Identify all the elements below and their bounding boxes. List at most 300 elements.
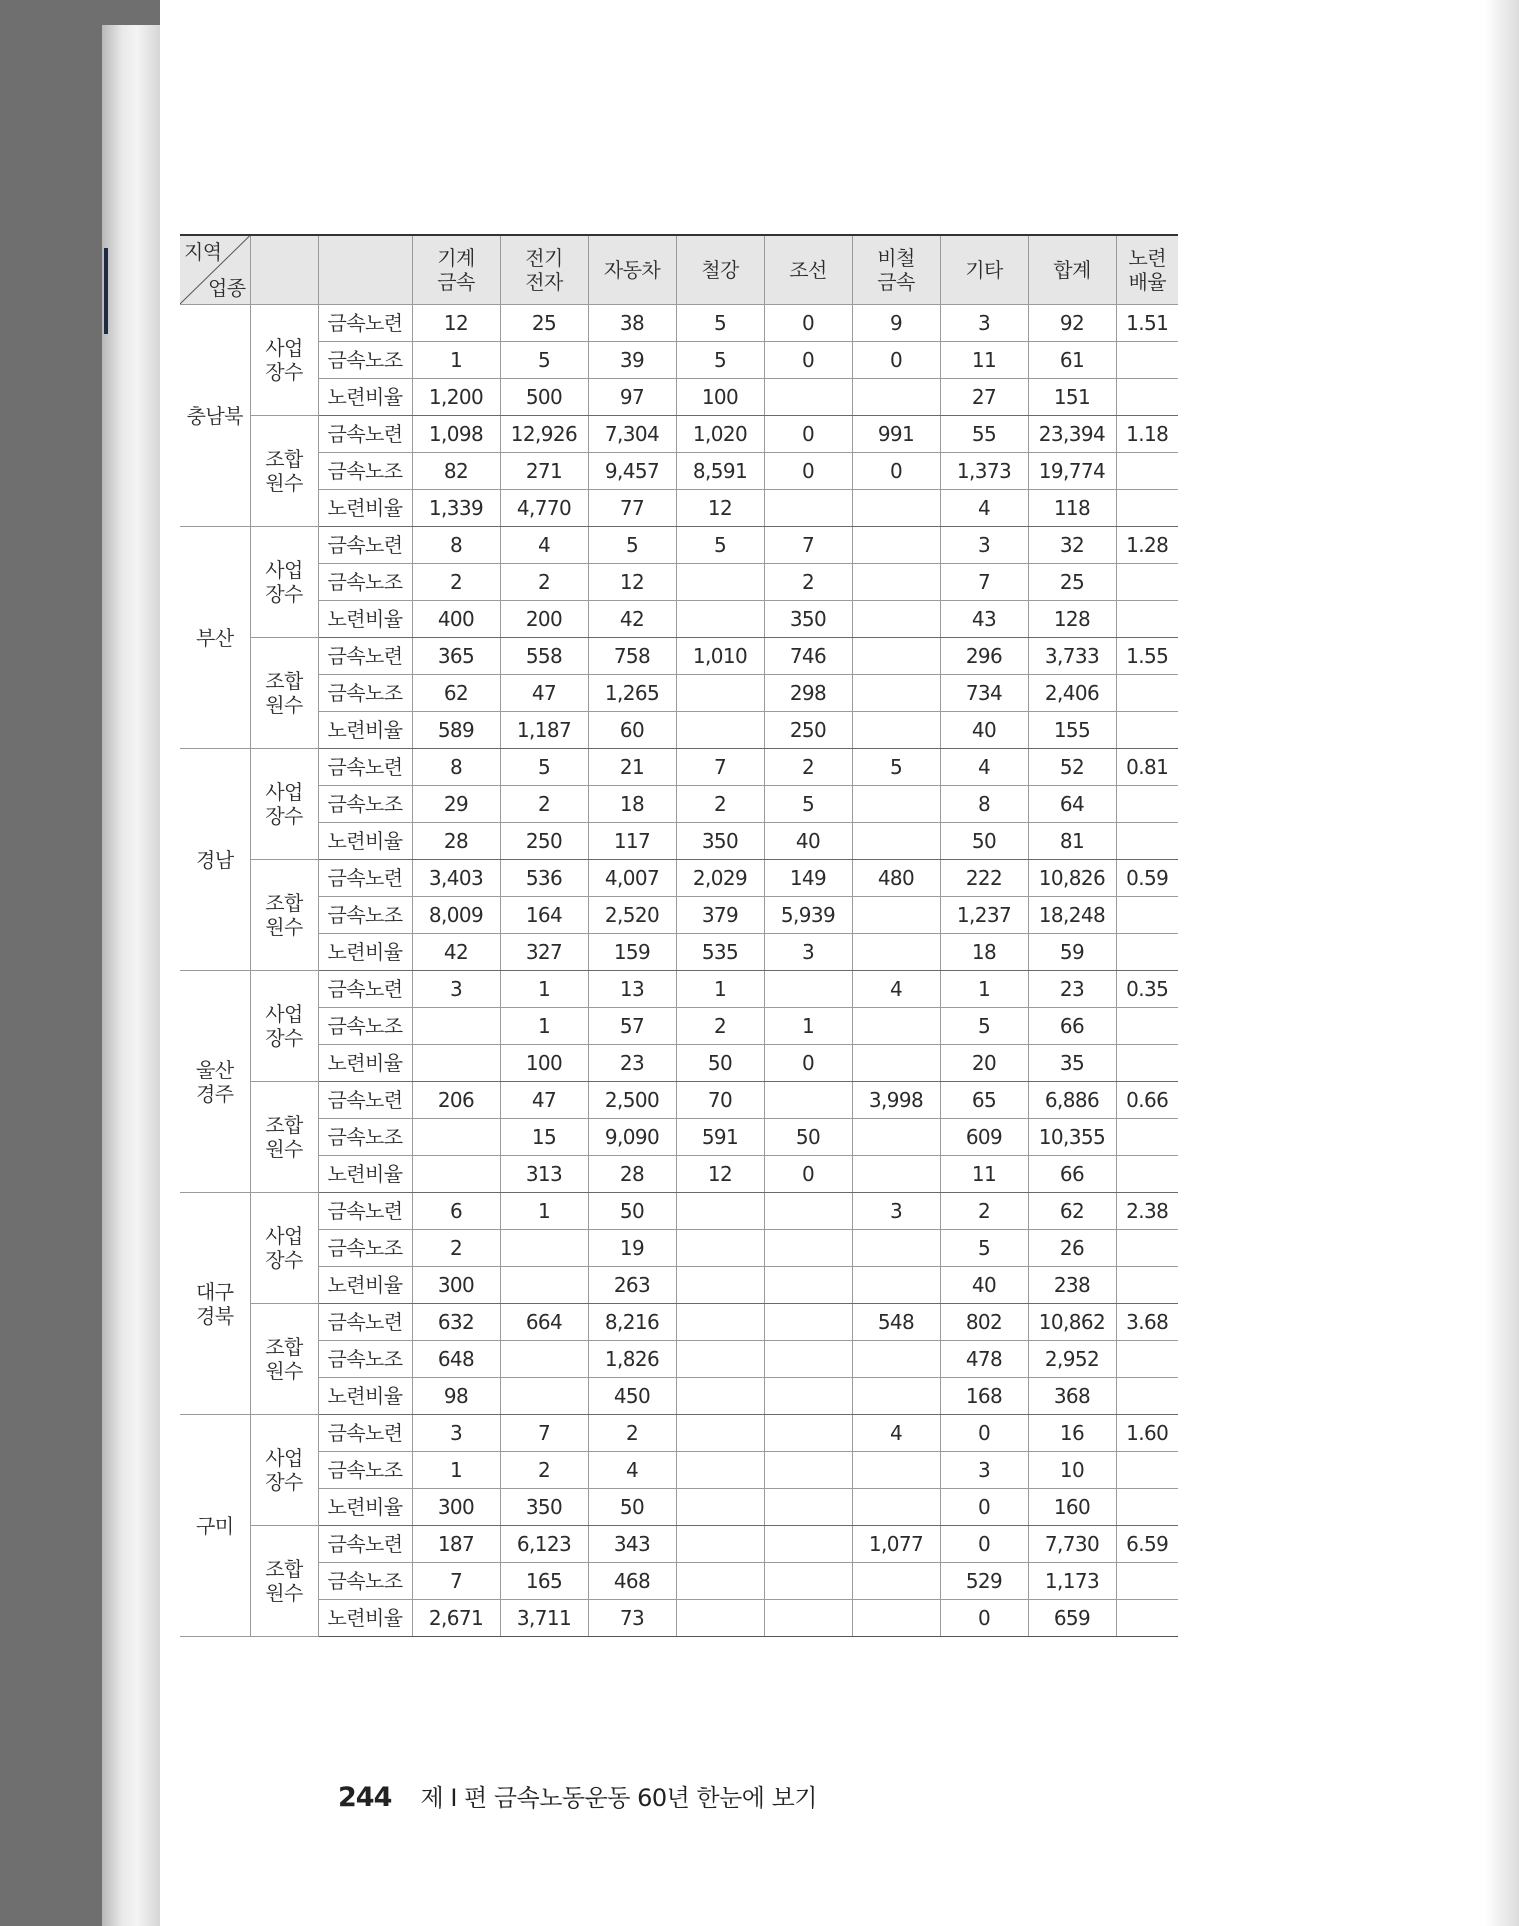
- value-cell: [852, 1230, 940, 1267]
- metric-cell: 노련비율: [318, 712, 412, 749]
- header-empty-cell: [250, 235, 318, 305]
- value-cell: 2.38: [1116, 1193, 1178, 1230]
- value-cell: 10: [1028, 1452, 1116, 1489]
- value-cell: 746: [764, 638, 852, 675]
- value-cell: 250: [500, 823, 588, 860]
- value-cell: 1.51: [1116, 305, 1178, 342]
- value-cell: 9,457: [588, 453, 676, 490]
- value-cell: [676, 1563, 764, 1600]
- value-cell: 5: [676, 527, 764, 564]
- value-cell: 2: [676, 1008, 764, 1045]
- value-cell: 164: [500, 897, 588, 934]
- value-cell: 664: [500, 1304, 588, 1341]
- value-cell: 43: [940, 601, 1028, 638]
- value-cell: 1,187: [500, 712, 588, 749]
- value-cell: 2,671: [412, 1600, 500, 1637]
- value-cell: 3,403: [412, 860, 500, 897]
- value-cell: 0: [764, 305, 852, 342]
- value-cell: 23: [1028, 971, 1116, 1008]
- value-cell: 57: [588, 1008, 676, 1045]
- column-header: 전기 전자: [500, 235, 588, 305]
- value-cell: 350: [500, 1489, 588, 1526]
- value-cell: [764, 1563, 852, 1600]
- value-cell: 222: [940, 860, 1028, 897]
- metric-cell: 노련비율: [318, 1489, 412, 1526]
- value-cell: 2: [676, 786, 764, 823]
- value-cell: 609: [940, 1119, 1028, 1156]
- value-cell: 5: [676, 305, 764, 342]
- region-cell: 충남북: [180, 305, 250, 527]
- value-cell: 263: [588, 1267, 676, 1304]
- group-cell: 조합 원수: [250, 1304, 318, 1415]
- value-cell: 66: [1028, 1156, 1116, 1193]
- value-cell: 50: [764, 1119, 852, 1156]
- value-cell: 500: [500, 379, 588, 416]
- value-cell: [676, 564, 764, 601]
- running-title: 제 I 편 금속노동운동 60년 한눈에 보기: [420, 1784, 817, 1812]
- group-cell: 사업 장수: [250, 1415, 318, 1526]
- value-cell: 1.28: [1116, 527, 1178, 564]
- value-cell: 98: [412, 1378, 500, 1415]
- value-cell: 1: [764, 1008, 852, 1045]
- value-cell: 50: [588, 1489, 676, 1526]
- value-cell: 8: [940, 786, 1028, 823]
- metric-cell: 노련비율: [318, 1045, 412, 1082]
- value-cell: [1116, 1119, 1178, 1156]
- value-cell: 3: [940, 527, 1028, 564]
- value-cell: 1,010: [676, 638, 764, 675]
- value-cell: 250: [764, 712, 852, 749]
- value-cell: 11: [940, 1156, 1028, 1193]
- value-cell: 128: [1028, 601, 1116, 638]
- value-cell: 100: [676, 379, 764, 416]
- value-cell: [676, 1267, 764, 1304]
- value-cell: 1,265: [588, 675, 676, 712]
- metric-cell: 금속노조: [318, 1341, 412, 1378]
- value-cell: 343: [588, 1526, 676, 1563]
- value-cell: 2: [940, 1193, 1028, 1230]
- value-cell: [764, 1415, 852, 1452]
- value-cell: [764, 1600, 852, 1637]
- table-row: [180, 1489, 1178, 1526]
- metric-cell: 금속노조: [318, 897, 412, 934]
- metric-cell: 노련비율: [318, 1267, 412, 1304]
- value-cell: 28: [412, 823, 500, 860]
- value-cell: 3: [412, 1415, 500, 1452]
- table-row: [180, 823, 1178, 860]
- value-cell: 529: [940, 1563, 1028, 1600]
- table-row: [180, 342, 1178, 379]
- column-header: 노련 배율: [1116, 235, 1178, 305]
- value-cell: 4: [500, 527, 588, 564]
- value-cell: 29: [412, 786, 500, 823]
- value-cell: 50: [588, 1193, 676, 1230]
- table-row: [180, 1008, 1178, 1045]
- metric-cell: 노련비율: [318, 601, 412, 638]
- value-cell: 40: [764, 823, 852, 860]
- value-cell: 5: [588, 527, 676, 564]
- value-cell: 3,711: [500, 1600, 588, 1637]
- value-cell: 0: [764, 416, 852, 453]
- table-row: [180, 527, 1178, 564]
- value-cell: [1116, 1045, 1178, 1082]
- value-cell: 23,394: [1028, 416, 1116, 453]
- value-cell: 758: [588, 638, 676, 675]
- value-cell: 350: [764, 601, 852, 638]
- table-row: [180, 638, 1178, 675]
- column-header: 비철 금속: [852, 235, 940, 305]
- column-header: 자동차: [588, 235, 676, 305]
- table-header-row: [180, 235, 1178, 305]
- value-cell: 18: [940, 934, 1028, 971]
- table-row: [180, 1267, 1178, 1304]
- value-cell: [676, 712, 764, 749]
- metric-cell: 금속노련: [318, 638, 412, 675]
- metric-cell: 금속노련: [318, 1415, 412, 1452]
- metric-cell: 금속노련: [318, 1304, 412, 1341]
- value-cell: 39: [588, 342, 676, 379]
- value-cell: [852, 1600, 940, 1637]
- value-cell: [1116, 379, 1178, 416]
- metric-cell: 금속노조: [318, 675, 412, 712]
- value-cell: 2: [588, 1415, 676, 1452]
- table-row: [180, 1304, 1178, 1341]
- value-cell: [676, 1193, 764, 1230]
- value-cell: 2,952: [1028, 1341, 1116, 1378]
- value-cell: [412, 1119, 500, 1156]
- value-cell: [676, 1452, 764, 1489]
- value-cell: 2,500: [588, 1082, 676, 1119]
- table-row: [180, 1452, 1178, 1489]
- value-cell: 16: [1028, 1415, 1116, 1452]
- value-cell: 991: [852, 416, 940, 453]
- metric-cell: 금속노조: [318, 564, 412, 601]
- value-cell: 12: [412, 305, 500, 342]
- value-cell: 238: [1028, 1267, 1116, 1304]
- value-cell: 8,009: [412, 897, 500, 934]
- value-cell: 11: [940, 342, 1028, 379]
- value-cell: [852, 1489, 940, 1526]
- value-cell: 1: [500, 971, 588, 1008]
- value-cell: 28: [588, 1156, 676, 1193]
- metric-cell: 노련비율: [318, 1156, 412, 1193]
- metric-cell: 금속노련: [318, 749, 412, 786]
- value-cell: [412, 1008, 500, 1045]
- value-cell: 200: [500, 601, 588, 638]
- value-cell: 155: [1028, 712, 1116, 749]
- value-cell: 73: [588, 1600, 676, 1637]
- value-cell: 350: [676, 823, 764, 860]
- metric-cell: 금속노련: [318, 1193, 412, 1230]
- value-cell: 4,770: [500, 490, 588, 527]
- metric-cell: 노련비율: [318, 934, 412, 971]
- value-cell: [1116, 1341, 1178, 1378]
- value-cell: 1,373: [940, 453, 1028, 490]
- value-cell: 70: [676, 1082, 764, 1119]
- value-cell: 3,998: [852, 1082, 940, 1119]
- page-number: 244: [338, 1782, 392, 1813]
- value-cell: 1,237: [940, 897, 1028, 934]
- value-cell: 8: [412, 749, 500, 786]
- group-cell: 사업 장수: [250, 305, 318, 416]
- table-row: [180, 712, 1178, 749]
- value-cell: 327: [500, 934, 588, 971]
- value-cell: 59: [1028, 934, 1116, 971]
- table-row: [180, 1526, 1178, 1563]
- book-spine: [102, 25, 160, 1926]
- table-row: [180, 934, 1178, 971]
- group-cell: 사업 장수: [250, 749, 318, 860]
- value-cell: 66: [1028, 1008, 1116, 1045]
- value-cell: 8,591: [676, 453, 764, 490]
- table-row: [180, 749, 1178, 786]
- value-cell: 18: [588, 786, 676, 823]
- value-cell: 2: [500, 786, 588, 823]
- value-cell: 2,520: [588, 897, 676, 934]
- value-cell: 27: [940, 379, 1028, 416]
- metric-cell: 금속노련: [318, 1082, 412, 1119]
- table-row: [180, 416, 1178, 453]
- value-cell: 9,090: [588, 1119, 676, 1156]
- value-cell: 1.60: [1116, 1415, 1178, 1452]
- value-cell: 47: [500, 1082, 588, 1119]
- value-cell: 2: [764, 564, 852, 601]
- value-cell: 151: [1028, 379, 1116, 416]
- table-row: [180, 1378, 1178, 1415]
- value-cell: [764, 971, 852, 1008]
- value-cell: 1,339: [412, 490, 500, 527]
- value-cell: 62: [412, 675, 500, 712]
- value-cell: 0: [940, 1600, 1028, 1637]
- value-cell: 12: [676, 490, 764, 527]
- value-cell: [412, 1156, 500, 1193]
- value-cell: [1116, 1008, 1178, 1045]
- value-cell: 1: [412, 1452, 500, 1489]
- value-cell: [852, 1156, 940, 1193]
- value-cell: [764, 1267, 852, 1304]
- value-cell: 0.35: [1116, 971, 1178, 1008]
- value-cell: 4: [852, 1415, 940, 1452]
- group-cell: 조합 원수: [250, 1082, 318, 1193]
- page-edge-shadow: [1485, 0, 1519, 1926]
- metric-cell: 금속노련: [318, 416, 412, 453]
- value-cell: 4: [588, 1452, 676, 1489]
- value-cell: 62: [1028, 1193, 1116, 1230]
- value-cell: [1116, 342, 1178, 379]
- value-cell: 25: [1028, 564, 1116, 601]
- table-row: [180, 453, 1178, 490]
- value-cell: [852, 1267, 940, 1304]
- value-cell: 1,173: [1028, 1563, 1116, 1600]
- table-row: [180, 675, 1178, 712]
- value-cell: [676, 1415, 764, 1452]
- value-cell: [676, 675, 764, 712]
- value-cell: 77: [588, 490, 676, 527]
- metric-cell: 금속노련: [318, 527, 412, 564]
- value-cell: [676, 601, 764, 638]
- value-cell: 118: [1028, 490, 1116, 527]
- table-row: [180, 971, 1178, 1008]
- table-row: [180, 897, 1178, 934]
- table-row: [180, 601, 1178, 638]
- value-cell: 52: [1028, 749, 1116, 786]
- value-cell: 18,248: [1028, 897, 1116, 934]
- table-row: [180, 860, 1178, 897]
- value-cell: 0: [940, 1526, 1028, 1563]
- table-row: [180, 305, 1178, 342]
- value-cell: 1,098: [412, 416, 500, 453]
- value-cell: 0: [764, 342, 852, 379]
- value-cell: 478: [940, 1341, 1028, 1378]
- metric-cell: 금속노련: [318, 1526, 412, 1563]
- region-cell: 울산 경주: [180, 971, 250, 1193]
- value-cell: [1116, 823, 1178, 860]
- value-cell: [676, 1304, 764, 1341]
- value-cell: [676, 1600, 764, 1637]
- value-cell: 19: [588, 1230, 676, 1267]
- value-cell: 313: [500, 1156, 588, 1193]
- value-cell: 0: [940, 1489, 1028, 1526]
- value-cell: 12,926: [500, 416, 588, 453]
- value-cell: 187: [412, 1526, 500, 1563]
- value-cell: 50: [676, 1045, 764, 1082]
- value-cell: 5: [676, 342, 764, 379]
- value-cell: 296: [940, 638, 1028, 675]
- value-cell: 168: [940, 1378, 1028, 1415]
- value-cell: 0: [852, 342, 940, 379]
- value-cell: [852, 490, 940, 527]
- value-cell: 1: [676, 971, 764, 1008]
- value-cell: 589: [412, 712, 500, 749]
- value-cell: 2: [412, 1230, 500, 1267]
- value-cell: [1116, 453, 1178, 490]
- value-cell: 15: [500, 1119, 588, 1156]
- table-row: [180, 490, 1178, 527]
- value-cell: 480: [852, 860, 940, 897]
- value-cell: 1: [412, 342, 500, 379]
- value-cell: 1.55: [1116, 638, 1178, 675]
- value-cell: [764, 1526, 852, 1563]
- value-cell: [852, 934, 940, 971]
- value-cell: 5: [940, 1230, 1028, 1267]
- value-cell: 7,304: [588, 416, 676, 453]
- value-cell: 81: [1028, 823, 1116, 860]
- group-cell: 사업 장수: [250, 971, 318, 1082]
- value-cell: 0: [764, 1156, 852, 1193]
- value-cell: 40: [940, 1267, 1028, 1304]
- value-cell: 10,355: [1028, 1119, 1116, 1156]
- value-cell: [764, 1378, 852, 1415]
- value-cell: 0: [940, 1415, 1028, 1452]
- value-cell: 7: [940, 564, 1028, 601]
- value-cell: [852, 527, 940, 564]
- value-cell: 2: [500, 564, 588, 601]
- value-cell: 802: [940, 1304, 1028, 1341]
- header-empty-cell: [318, 235, 412, 305]
- value-cell: [1116, 564, 1178, 601]
- value-cell: [852, 675, 940, 712]
- value-cell: 6: [412, 1193, 500, 1230]
- value-cell: 12: [588, 564, 676, 601]
- metric-cell: 금속노련: [318, 971, 412, 1008]
- value-cell: 3: [852, 1193, 940, 1230]
- value-cell: [852, 1008, 940, 1045]
- value-cell: [764, 1230, 852, 1267]
- value-cell: [500, 1267, 588, 1304]
- value-cell: 2,406: [1028, 675, 1116, 712]
- metric-cell: 노련비율: [318, 379, 412, 416]
- value-cell: [764, 1452, 852, 1489]
- table-body: [180, 305, 1178, 1637]
- value-cell: 536: [500, 860, 588, 897]
- value-cell: [676, 1489, 764, 1526]
- value-cell: 2: [412, 564, 500, 601]
- value-cell: 558: [500, 638, 588, 675]
- value-cell: [1116, 1563, 1178, 1600]
- group-cell: 사업 장수: [250, 527, 318, 638]
- value-cell: 6.59: [1116, 1526, 1178, 1563]
- value-cell: 92: [1028, 305, 1116, 342]
- value-cell: 5: [500, 749, 588, 786]
- table-row: [180, 564, 1178, 601]
- value-cell: 20: [940, 1045, 1028, 1082]
- group-cell: 조합 원수: [250, 1526, 318, 1637]
- value-cell: 55: [940, 416, 1028, 453]
- value-cell: [852, 1563, 940, 1600]
- value-cell: 1: [500, 1008, 588, 1045]
- metric-cell: 금속노련: [318, 860, 412, 897]
- metric-cell: 금속노조: [318, 1563, 412, 1600]
- value-cell: [852, 379, 940, 416]
- value-cell: [852, 601, 940, 638]
- table-row: [180, 1341, 1178, 1378]
- value-cell: 26: [1028, 1230, 1116, 1267]
- value-cell: 7,730: [1028, 1526, 1116, 1563]
- value-cell: 1: [500, 1193, 588, 1230]
- value-cell: 100: [500, 1045, 588, 1082]
- column-header: 철강: [676, 235, 764, 305]
- value-cell: 5: [500, 342, 588, 379]
- value-cell: 4: [852, 971, 940, 1008]
- value-cell: 40: [940, 712, 1028, 749]
- value-cell: [852, 1119, 940, 1156]
- value-cell: [1116, 1378, 1178, 1415]
- value-cell: 0.66: [1116, 1082, 1178, 1119]
- value-cell: 4,007: [588, 860, 676, 897]
- metric-cell: 금속노련: [318, 305, 412, 342]
- value-cell: [500, 1378, 588, 1415]
- value-cell: [852, 638, 940, 675]
- region-cell: 구미: [180, 1415, 250, 1637]
- value-cell: [852, 1378, 940, 1415]
- table-row: [180, 1045, 1178, 1082]
- table-row: [180, 1600, 1178, 1637]
- value-cell: [1116, 1452, 1178, 1489]
- metric-cell: 금속노조: [318, 1230, 412, 1267]
- value-cell: 300: [412, 1267, 500, 1304]
- value-cell: [852, 897, 940, 934]
- value-cell: 3: [940, 1452, 1028, 1489]
- corner-label-industry: 업종: [208, 276, 246, 300]
- value-cell: 3.68: [1116, 1304, 1178, 1341]
- corner-label-region: 지역: [184, 240, 222, 264]
- value-cell: 1,020: [676, 416, 764, 453]
- corner-header-cell: [180, 235, 250, 305]
- value-cell: 97: [588, 379, 676, 416]
- value-cell: [852, 712, 940, 749]
- metric-cell: 노련비율: [318, 490, 412, 527]
- value-cell: 400: [412, 601, 500, 638]
